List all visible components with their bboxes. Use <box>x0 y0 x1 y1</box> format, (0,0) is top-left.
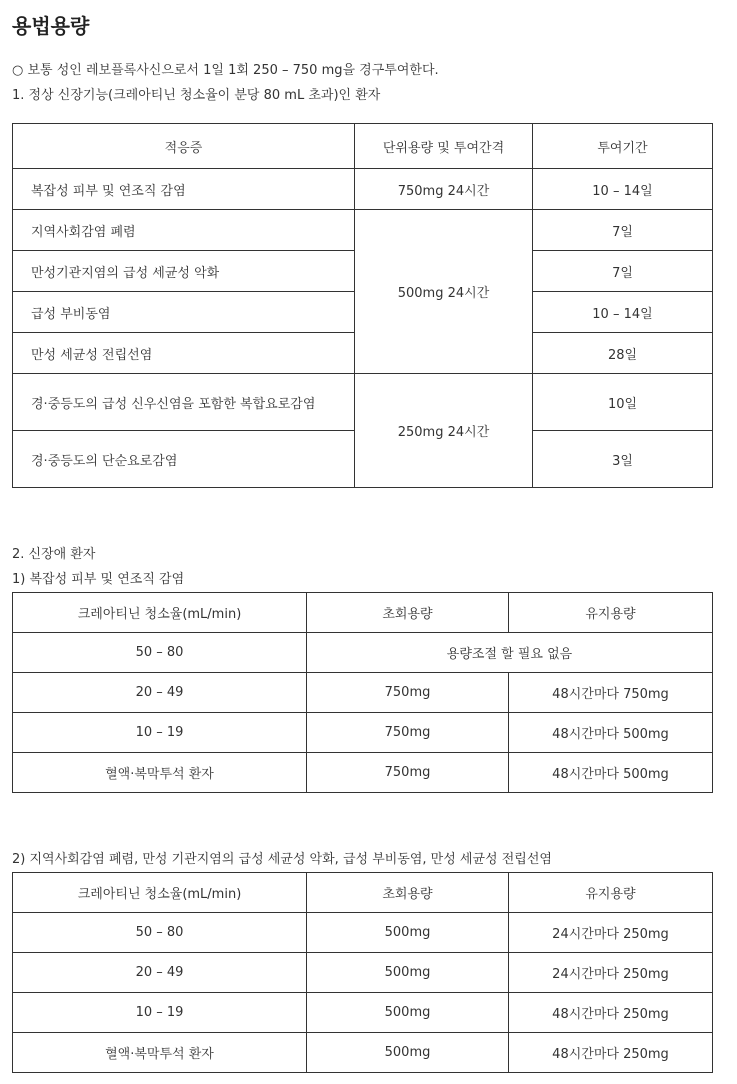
crcl-cell: 20 – 49 <box>13 953 307 993</box>
maintenance-dose-cell: 24시간마다 250mg <box>509 953 713 993</box>
duration-cell: 10일 <box>533 374 713 431</box>
section1-heading: 1. 정상 신장기능(크레아티닌 청소율이 분당 80 mL 초과)인 환자 <box>12 88 381 103</box>
indication-cell: 경·중등도의 급성 신우신염을 포함한 복합요로감염 <box>13 374 355 431</box>
dose-cell: 750mg 24시간 <box>355 169 533 210</box>
duration-cell: 7일 <box>533 210 713 251</box>
header-crcl: 크레아티닌 청소율(mL/min) <box>13 873 307 913</box>
dose-cell: 250mg 24시간 <box>355 374 533 488</box>
table-row <box>13 913 713 953</box>
initial-dose-cell: 750mg <box>307 753 509 793</box>
table-header-row <box>13 873 713 913</box>
intro-text: ○ 보통 성인 레보플록사신으로서 1일 1회 250 – 750 mg을 경구투여한다. <box>12 63 439 78</box>
duration-cell: 28일 <box>533 333 713 374</box>
initial-dose-cell: 500mg <box>307 953 509 993</box>
header-dose: 단위용량 및 투여간격 <box>355 124 533 169</box>
header-indication: 적응증 <box>13 124 355 169</box>
indication-dosage-table <box>12 123 713 488</box>
section2-sub2-heading: 2) 지역사회감염 폐렴, 만성 기관지염의 급성 세균성 악화, 급성 부비동염, 만성 세균성 전립선염 <box>12 852 552 867</box>
initial-dose-cell: 500mg <box>307 993 509 1033</box>
header-maintenance-dose: 유지용량 <box>509 873 713 913</box>
crcl-cell: 50 – 80 <box>13 913 307 953</box>
renal-dosage-table-1 <box>12 592 713 793</box>
page-title: 용법용량 <box>12 14 90 38</box>
crcl-cell: 50 – 80 <box>13 633 307 673</box>
crcl-cell: 20 – 49 <box>13 673 307 713</box>
renal-dosage-table-2 <box>12 872 713 1073</box>
section2-sub1-heading: 1) 복잡성 피부 및 연조직 감염 <box>12 572 185 587</box>
table-header-row <box>13 593 713 633</box>
indication-cell: 경·중등도의 단순요로감염 <box>13 431 355 488</box>
no-adjustment-cell: 용량조절 할 필요 없음 <box>307 633 713 673</box>
initial-dose-cell: 500mg <box>307 1033 509 1073</box>
indication-cell: 급성 부비동염 <box>13 292 355 333</box>
initial-dose-cell: 750mg <box>307 713 509 753</box>
table-row <box>13 374 713 431</box>
indication-cell: 복잡성 피부 및 연조직 감염 <box>13 169 355 210</box>
duration-cell: 10 – 14일 <box>533 169 713 210</box>
table-row <box>13 169 713 210</box>
header-duration: 투여기간 <box>533 124 713 169</box>
header-crcl: 크레아티닌 청소율(mL/min) <box>13 593 307 633</box>
table-header-row <box>13 124 713 169</box>
table-row <box>13 633 713 673</box>
maintenance-dose-cell: 48시간마다 750mg <box>509 673 713 713</box>
table-row <box>13 713 713 753</box>
maintenance-dose-cell: 48시간마다 250mg <box>509 993 713 1033</box>
table-row <box>13 673 713 713</box>
maintenance-dose-cell: 48시간마다 500mg <box>509 713 713 753</box>
initial-dose-cell: 500mg <box>307 913 509 953</box>
crcl-cell: 혈액·복막투석 환자 <box>13 1033 307 1073</box>
header-initial-dose: 초회용량 <box>307 593 509 633</box>
table-row <box>13 993 713 1033</box>
indication-cell: 만성 세균성 전립선염 <box>13 333 355 374</box>
header-maintenance-dose: 유지용량 <box>509 593 713 633</box>
duration-cell: 7일 <box>533 251 713 292</box>
crcl-cell: 혈액·복막투석 환자 <box>13 753 307 793</box>
crcl-cell: 10 – 19 <box>13 993 307 1033</box>
initial-dose-cell: 750mg <box>307 673 509 713</box>
table-row <box>13 1033 713 1073</box>
indication-cell: 만성기관지염의 급성 세균성 악화 <box>13 251 355 292</box>
indication-cell: 지역사회감염 폐렴 <box>13 210 355 251</box>
dose-cell: 500mg 24시간 <box>355 210 533 374</box>
table-row <box>13 953 713 993</box>
crcl-cell: 10 – 19 <box>13 713 307 753</box>
table-row <box>13 753 713 793</box>
table-row <box>13 210 713 251</box>
header-initial-dose: 초회용량 <box>307 873 509 913</box>
maintenance-dose-cell: 48시간마다 500mg <box>509 753 713 793</box>
maintenance-dose-cell: 48시간마다 250mg <box>509 1033 713 1073</box>
section2-heading: 2. 신장애 환자 <box>12 547 96 562</box>
duration-cell: 10 – 14일 <box>533 292 713 333</box>
duration-cell: 3일 <box>533 431 713 488</box>
maintenance-dose-cell: 24시간마다 250mg <box>509 913 713 953</box>
